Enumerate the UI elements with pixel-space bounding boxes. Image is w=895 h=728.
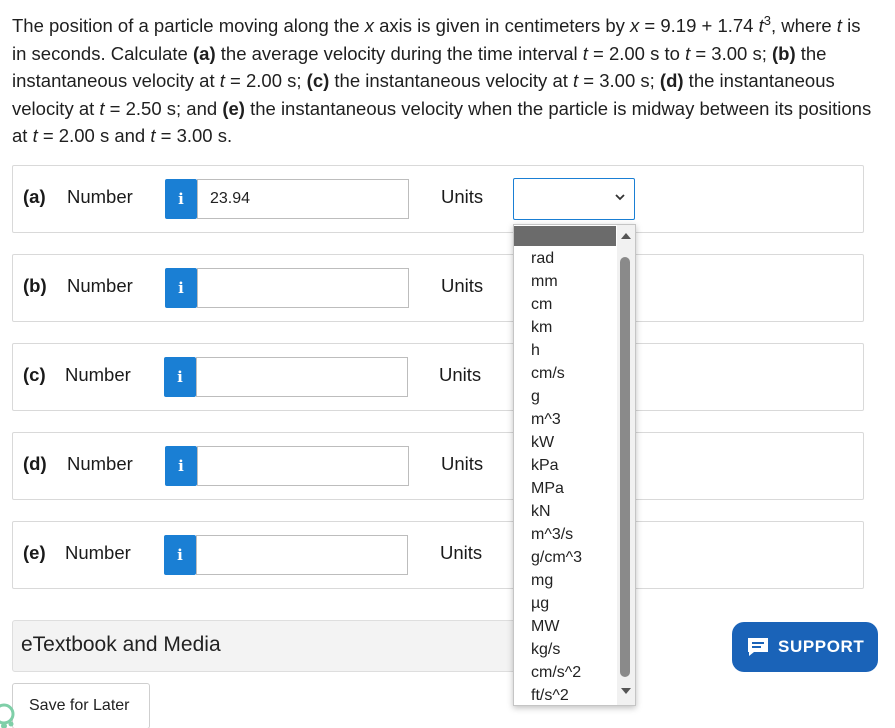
unit-option[interactable]: MW: [531, 618, 560, 635]
support-button[interactable]: [732, 622, 878, 672]
number-label: Number: [67, 453, 133, 474]
units-dropdown-list[interactable]: [513, 224, 636, 706]
info-icon[interactable]: i: [165, 268, 197, 308]
info-icon[interactable]: i: [164, 535, 196, 575]
units-label: Units: [441, 453, 484, 474]
unit-option[interactable]: mm: [531, 273, 558, 290]
units-label: Units: [441, 275, 484, 296]
answer-row-a: [12, 165, 864, 233]
selected-option-highlight[interactable]: [514, 226, 616, 246]
number-input-b[interactable]: [197, 268, 409, 308]
answer-row-b: [12, 254, 864, 322]
units-label: Units: [441, 186, 484, 207]
question-text: The position of a particle moving along the x axis is given in centimeters by x = 9.19 + 1.74 $t^3$, where t is in seconds. Calculate (a) the average velocity during the time interval t = 2.00 s to t = 3.00 s; (b) the instantaneous velocity at t = 2.00 s; (c) the instantaneous velocity at t = 3.00 s; (d) the instantaneous velocity at t = 2.50 s; and (e) the instantaneous velocity when the particle is midway between its positions at t = 2.00 s and t = 3.00 s.: [12, 12, 872, 146]
part-label: (a): [23, 186, 46, 207]
info-icon[interactable]: i: [165, 179, 197, 219]
part-label: (e): [23, 542, 46, 563]
unit-option[interactable]: g: [531, 388, 540, 405]
unit-option[interactable]: mg: [531, 572, 554, 589]
unit-option[interactable]: kW: [531, 434, 555, 451]
unit-option[interactable]: µg: [531, 595, 550, 612]
unit-option[interactable]: g/cm^3: [531, 549, 583, 566]
answer-row-c: [12, 343, 864, 411]
unit-option[interactable]: cm/s^2: [531, 664, 582, 681]
unit-option[interactable]: cm: [531, 296, 553, 313]
unit-option[interactable]: ft/s^2: [531, 687, 569, 704]
support-label: SUPPORT: [778, 637, 865, 656]
unit-option[interactable]: kN: [531, 503, 551, 520]
part-label: (b): [23, 275, 47, 296]
units-label: Units: [439, 364, 482, 385]
number-label: Number: [65, 364, 131, 385]
info-icon[interactable]: i: [165, 446, 197, 486]
answer-row-e: [12, 521, 864, 589]
units-label: Units: [440, 542, 483, 563]
number-label: Number: [67, 275, 133, 296]
answer-row-d: [12, 432, 864, 500]
number-input-d[interactable]: [197, 446, 409, 486]
unit-option[interactable]: km: [531, 319, 553, 336]
cookie-icon[interactable]: [0, 680, 34, 728]
unit-option[interactable]: kg/s: [531, 641, 561, 658]
scroll-down-arrow-icon[interactable]: [621, 688, 631, 694]
chat-icon: [746, 636, 770, 658]
unit-option[interactable]: cm/s: [531, 365, 565, 382]
etextbook-label: eTextbook and Media: [21, 633, 221, 656]
number-label: Number: [65, 542, 131, 563]
save-label: Save for Later: [29, 697, 130, 714]
etextbook-media-section[interactable]: [12, 620, 564, 672]
unit-option[interactable]: m^3/s: [531, 526, 574, 543]
unit-option[interactable]: rad: [531, 250, 555, 267]
scroll-up-arrow-icon[interactable]: [621, 233, 631, 239]
part-label: (c): [23, 364, 46, 385]
unit-option[interactable]: MPa: [531, 480, 564, 497]
unit-option[interactable]: m^3: [531, 411, 561, 428]
unit-option[interactable]: h: [531, 342, 540, 359]
unit-option[interactable]: kPa: [531, 457, 559, 474]
number-input-e[interactable]: [196, 535, 408, 575]
number-input-a[interactable]: 23.94: [197, 179, 409, 219]
number-input-c[interactable]: [196, 357, 408, 397]
number-label: Number: [67, 186, 133, 207]
chevron-down-icon: [614, 191, 626, 203]
part-label: (d): [23, 453, 47, 474]
scrollbar-thumb[interactable]: [620, 257, 630, 677]
units-select-a[interactable]: [513, 178, 635, 220]
info-icon[interactable]: i: [164, 357, 196, 397]
